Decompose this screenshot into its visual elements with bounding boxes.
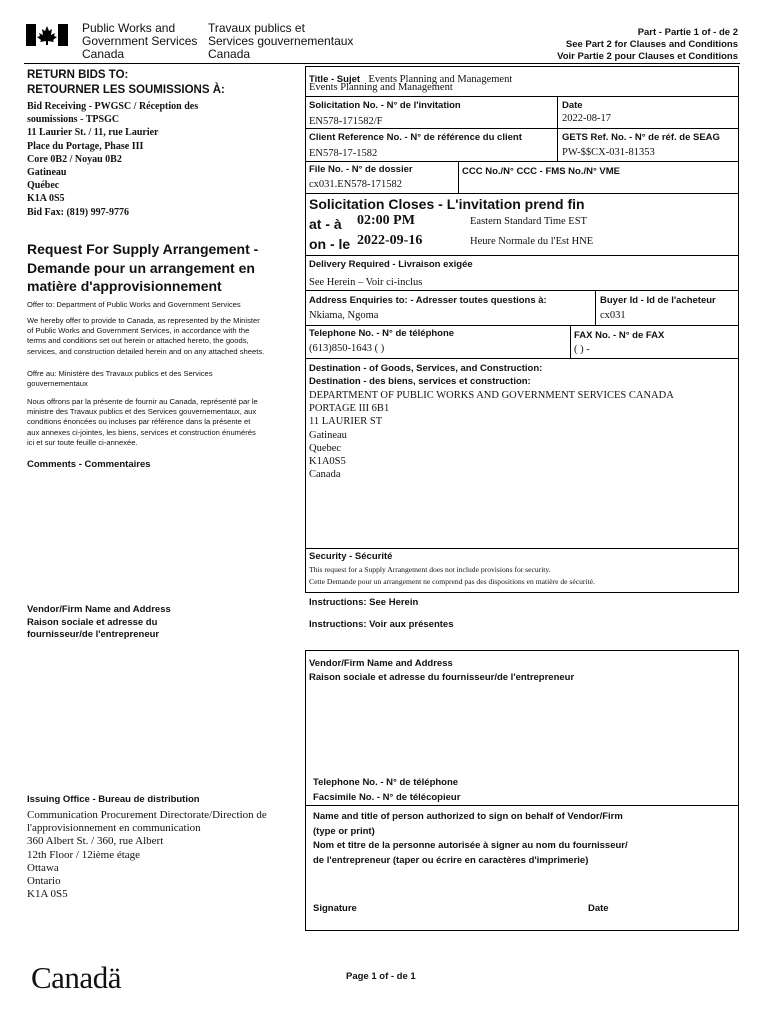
rule bbox=[305, 128, 739, 129]
title-value-2: Events Planning and Management bbox=[309, 82, 453, 93]
delivery-label: Delivery Required - Livraison exigée bbox=[309, 259, 473, 270]
vendor-box-label: Vendor/Firm Name and Address Raison sociale et adresse du fournisseur/de l'entrepreneur bbox=[309, 658, 575, 683]
offer-text-en: We hereby offer to provide to Canada, as represented by the Minister of Public Works and Government Services, in accordance with the terms and conditions set out herein or attached hereto, the goods, services, and construction detailed herein and on any attached sheets. bbox=[27, 316, 265, 356]
rule bbox=[305, 161, 739, 162]
instructions-fr: Instructions: Voir aux présentes bbox=[309, 619, 454, 630]
instructions-en: Instructions: See Herein bbox=[309, 597, 419, 608]
return-bids-title: RETURN BIDS TO: RETOURNER LES SOUMISSIONS À: bbox=[27, 69, 225, 96]
issuing-office-address: Communication Procurement Directorate/Direction de l'approvisionnement en communication 360 Albert St. / 360, rue Albert 12th Floor / 12ième étage Ottawa Ontario K1A 0S5 bbox=[27, 809, 267, 901]
ccc-label: CCC No./N° CCC - FMS No./N° VME bbox=[462, 166, 621, 177]
gets-label: GETS Ref. No. - N° de réf. de SEAG bbox=[562, 132, 720, 143]
client-ref-label: Client Reference No. - N° de référence du client bbox=[309, 132, 522, 143]
rule bbox=[458, 161, 459, 193]
date-value: 2022-08-17 bbox=[562, 113, 611, 124]
vendor-label-left: Vendor/Firm Name and Address Raison sociale et adresse du fournisseur/de l'entrepreneur bbox=[27, 604, 171, 640]
dept-name-fr: Travaux publics et Services gouvernementaux Canada bbox=[208, 21, 354, 61]
at-label: at - à bbox=[309, 216, 342, 232]
security-label: Security - Sécurité bbox=[309, 551, 393, 562]
security-text-fr: Cette Demande pour un arrangement ne comprend pas des dispositions en matière de sécurité. bbox=[309, 577, 595, 586]
vendor-box bbox=[305, 650, 739, 931]
destination-address: DEPARTMENT OF PUBLIC WORKS AND GOVERNMENT SERVICES CANADA PORTAGE III 6B1 11 LAURIER ST Gatineau Quebec K1A0S5 Canada bbox=[309, 390, 674, 481]
closes-title: Solicitation Closes - L'invitation prend fin bbox=[309, 196, 585, 212]
telephone-label: Telephone No. - N° de téléphone bbox=[309, 328, 455, 339]
vendor-facsimile-label: Facsimile No. - N° de télécopieur bbox=[313, 792, 461, 803]
rule bbox=[595, 290, 596, 325]
issuing-office-label: Issuing Office - Bureau de distribution bbox=[27, 794, 200, 805]
fax-label: FAX No. - N° de FAX bbox=[574, 330, 665, 341]
title-label: Title - Sujet bbox=[309, 74, 361, 85]
solicitation-label: Solicitation No. - N° de l'invitation bbox=[309, 100, 461, 111]
comments-label: Comments - Commentaires bbox=[27, 459, 151, 470]
timezone-en: Eastern Standard Time EST bbox=[470, 216, 587, 227]
timezone-fr: Heure Normale du l'Est HNE bbox=[470, 236, 594, 247]
rule bbox=[305, 548, 739, 549]
telephone-value: (613)850-1643 ( ) bbox=[309, 343, 385, 354]
file-label: File No. - N° de dossier bbox=[309, 164, 413, 175]
closing-time: 02:00 PM bbox=[357, 213, 415, 228]
buyer-id-label: Buyer Id - Id de l'acheteur bbox=[600, 295, 716, 306]
rule bbox=[305, 255, 739, 256]
page-number: Page 1 of - de 1 bbox=[346, 971, 416, 982]
date-label: Date bbox=[562, 100, 583, 111]
canada-flag-icon bbox=[26, 24, 68, 46]
signer-label: Name and title of person authorized to sign on behalf of Vendor/Firm (type or print) Nom et titre de la personne autorisée à signer au nom du fournisseur/ de l'entrepreneur (taper ou écrire en caractères d'imprimerie) bbox=[313, 811, 628, 866]
security-text-en: This request for a Supply Arrangement does not include provisions for security. bbox=[309, 565, 551, 574]
closing-date: 2022-09-16 bbox=[357, 233, 423, 248]
signature-label: Signature bbox=[313, 903, 357, 914]
on-label: on - le bbox=[309, 236, 351, 252]
buyer-id-value: cx031 bbox=[600, 310, 626, 321]
offer-to-fr: Offre au: Ministère des Travaux publics et des Services gouvernementaux bbox=[27, 369, 213, 389]
form-right-border bbox=[738, 66, 739, 593]
rfsa-title: Request For Supply Arrangement - Demande pour un arrangement en matière d'approvisionnement bbox=[27, 241, 259, 294]
delivery-value: See Herein – Voir ci-inclus bbox=[309, 277, 423, 288]
signature-date-label: Date bbox=[588, 903, 609, 914]
gets-value: PW-$$CX-031-81353 bbox=[562, 147, 655, 158]
vendor-telephone-label: Telephone No. - N° de téléphone bbox=[313, 777, 459, 788]
fax-value: ( ) - bbox=[574, 344, 590, 355]
destination-label: Destination - of Goods, Services, and Construction: Destination - des biens, services et construction: bbox=[309, 363, 543, 387]
rule bbox=[570, 325, 571, 358]
client-ref-value: EN578-17-1582 bbox=[309, 148, 378, 159]
see-part-en: See Part 2 for Clauses and Conditions bbox=[565, 39, 738, 50]
see-part-fr: Voir Partie 2 pour Clauses et Conditions bbox=[557, 51, 738, 62]
rule bbox=[305, 592, 739, 593]
rule bbox=[305, 358, 739, 359]
canada-wordmark: Canadä bbox=[31, 960, 121, 995]
title-value: Events Planning and Management bbox=[368, 74, 513, 85]
rule bbox=[305, 66, 739, 67]
form-left-border bbox=[305, 66, 306, 593]
enquiries-value: Nkiama, Ngoma bbox=[309, 310, 379, 321]
header-rule bbox=[24, 63, 740, 64]
rule bbox=[305, 805, 739, 806]
enquiries-label: Address Enquiries to: - Adresser toutes questions à: bbox=[309, 295, 547, 306]
rule bbox=[305, 290, 739, 291]
return-address: Bid Receiving - PWGSC / Réception des soumissions - TPSGC 11 Laurier St. / 11, rue Laurier Place du Portage, Phase III Core 0B2 / Noyau 0B2 Gatineau Québec K1A 0S5 Bid Fax: (819) 997-9776 bbox=[27, 101, 199, 218]
rule bbox=[305, 96, 739, 97]
offer-text-fr: Nous offrons par la présente de fournir au Canada, représenté par le ministre des Travaux publics et des Services gouvernementaux, aux conditions énoncées ou incluses par référence dans la présente et aux annexes ci-jointes, les biens, services et construction énumérés ici et sur toute feuille ci-annexée. bbox=[27, 397, 258, 447]
file-value: cx031.EN578-171582 bbox=[309, 179, 403, 190]
offer-to-en: Offer to: Department of Public Works and Government Services bbox=[27, 300, 241, 309]
rule bbox=[305, 325, 739, 326]
rule bbox=[305, 193, 739, 194]
part-indicator: Part - Partie 1 of - de 2 bbox=[637, 27, 738, 38]
dept-name-en: Public Works and Government Services Canada bbox=[82, 21, 198, 61]
solicitation-value: EN578-171582/F bbox=[309, 116, 383, 127]
